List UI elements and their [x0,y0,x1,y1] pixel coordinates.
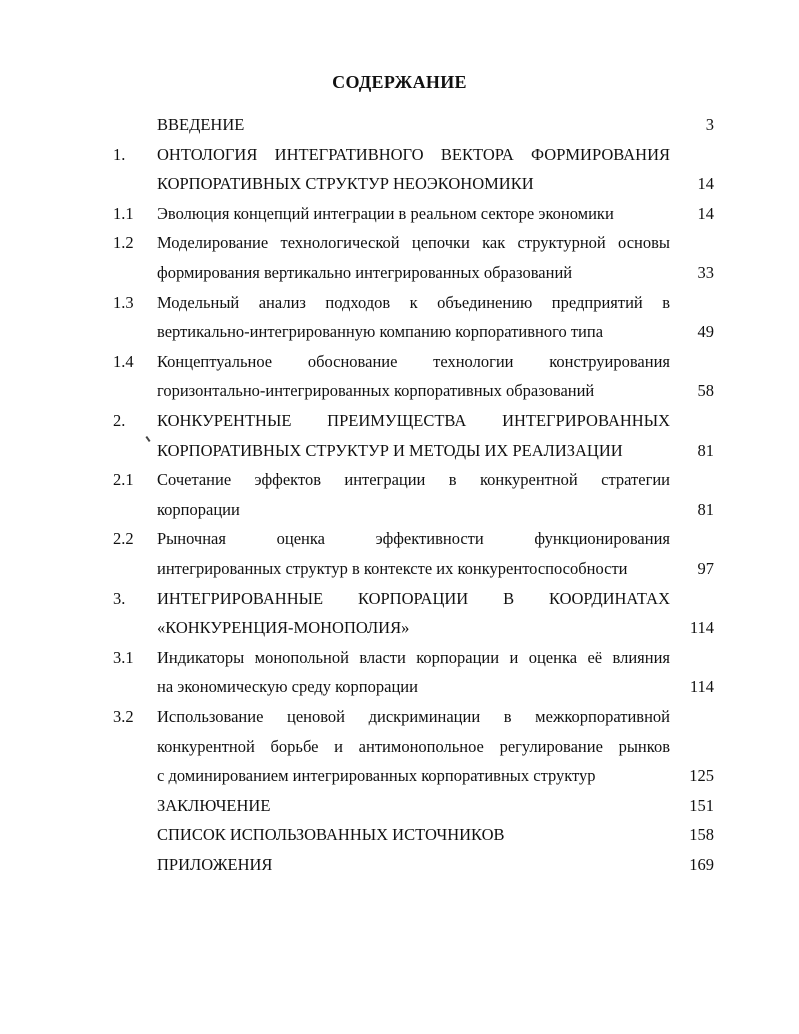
section-title-line: КОРПОРАТИВНЫХ СТРУКТУР И МЕТОДЫ ИХ РЕАЛИЗАЦИИ [157,440,623,460]
toc-line [0,349,799,375]
section-title-line: ИНТЕГРИРОВАННЫЕ КОРПОРАЦИИ В КООРДИНАТАХ [157,588,670,608]
section-title-line: горизонтально-интегрированных корпоративных образований [157,381,595,401]
section-title-line: Использование ценовой дискриминации в межкорпоративной [157,707,670,726]
toc-line [0,290,799,316]
page-number: 114 [689,677,714,697]
section-title-line: Рыночная оценка эффективности функционирования [157,529,670,549]
section-number: 3.2 [113,707,134,726]
section-title-line: Эволюция концепций интеграции в реальном секторе экономики [157,203,614,223]
section-number: 3. [113,588,126,608]
page-number: 49 [697,322,714,342]
page-number: 97 [697,559,714,578]
toc-line [0,645,799,671]
section-title-line: ПРИЛОЖЕНИЯ [157,855,273,874]
toc-line [0,704,799,730]
toc-line [0,319,799,345]
toc-line [0,674,799,700]
toc-line [0,793,799,819]
toc-line [0,260,799,286]
toc-line [0,201,799,227]
section-number: 2.1 [113,470,134,490]
toc-line [0,615,799,641]
section-number: 2. [113,411,126,430]
page-number: 81 [697,499,714,519]
page-number: 169 [689,855,714,874]
section-title-line: формирования вертикально интегрированных образований [157,263,573,282]
toc-line [0,852,799,878]
section-title-line: конкурентной борьбе и антимонопольное регулирование рынков [157,736,670,756]
section-number: 2.2 [113,529,134,549]
section-title-line: КОНКУРЕНТНЫЕ ПРЕИМУЩЕСТВА ИНТЕГРИРОВАННЫХ [157,411,670,430]
page-number: 125 [689,766,714,786]
section-title-line: СПИСОК ИСПОЛЬЗОВАННЫХ ИСТОЧНИКОВ [157,825,505,845]
section-title-line: с доминированием интегрированных корпоративных структур [157,766,596,786]
section-title-line: корпорации [157,499,240,519]
toc-line [0,822,799,848]
page-number: 114 [689,618,714,638]
section-title-line: Концептуальное обоснование технологии конструирования [157,351,670,371]
section-title-line: ОНТОЛОГИЯ ИНТЕГРАТИВНОГО ВЕКТОРА ФОРМИРОВАНИЯ [157,144,670,164]
section-number: 1.2 [113,233,134,253]
section-title-line: на экономическую среду корпорации [157,677,418,697]
toc-line [0,763,799,789]
toc-line [0,171,799,197]
toc-line [0,734,799,760]
toc-line [0,467,799,493]
section-title-line: интегрированных структур в контексте их конкурентоспособности [157,559,628,578]
toc-line [0,586,799,612]
page-title: СОДЕРЖАНИЕ [332,72,467,92]
page-number: 158 [689,825,714,845]
section-number: 1. [113,144,126,164]
toc-line [0,526,799,552]
section-title-line: Индикаторы монопольной власти корпорации и оценка её влияния [157,647,670,667]
page-number: 81 [697,440,714,460]
section-title-line: Модельный анализ подходов к объединению предприятий в [157,292,670,312]
section-title-line: Сочетание эффектов интеграции в конкурентной стратегии [157,470,670,490]
section-title-line: «КОНКУРЕНЦИЯ-МОНОПОЛИЯ» [157,618,410,638]
toc-line [0,408,799,434]
toc-line [0,556,799,582]
toc-line [0,438,799,464]
section-title-line: КОРПОРАТИВНЫХ СТРУКТУР НЕОЭКОНОМИКИ [157,174,534,194]
toc-line [0,230,799,256]
toc-line [0,378,799,404]
section-number: 1.4 [113,351,134,371]
section-number: 1.3 [113,292,134,312]
section-number: 3.1 [113,647,134,667]
page-number: 33 [697,263,714,282]
section-title-line: ВВЕДЕНИЕ [157,115,245,134]
section-title-line: Моделирование технологической цепочки как структурной основы [157,233,670,253]
section-title-line: ЗАКЛЮЧЕНИЕ [157,795,271,815]
page-number: 151 [689,795,714,815]
toc-line [0,497,799,523]
page-number: 14 [697,174,714,194]
section-number: 1.1 [113,203,134,223]
toc-line [0,112,799,138]
section-title-line: вертикально-интегрированную компанию корпоративного типа [157,322,604,342]
page-number: 3 [705,115,714,134]
toc-line [0,142,799,168]
page-number: 14 [697,203,714,223]
page-number: 58 [697,381,714,401]
